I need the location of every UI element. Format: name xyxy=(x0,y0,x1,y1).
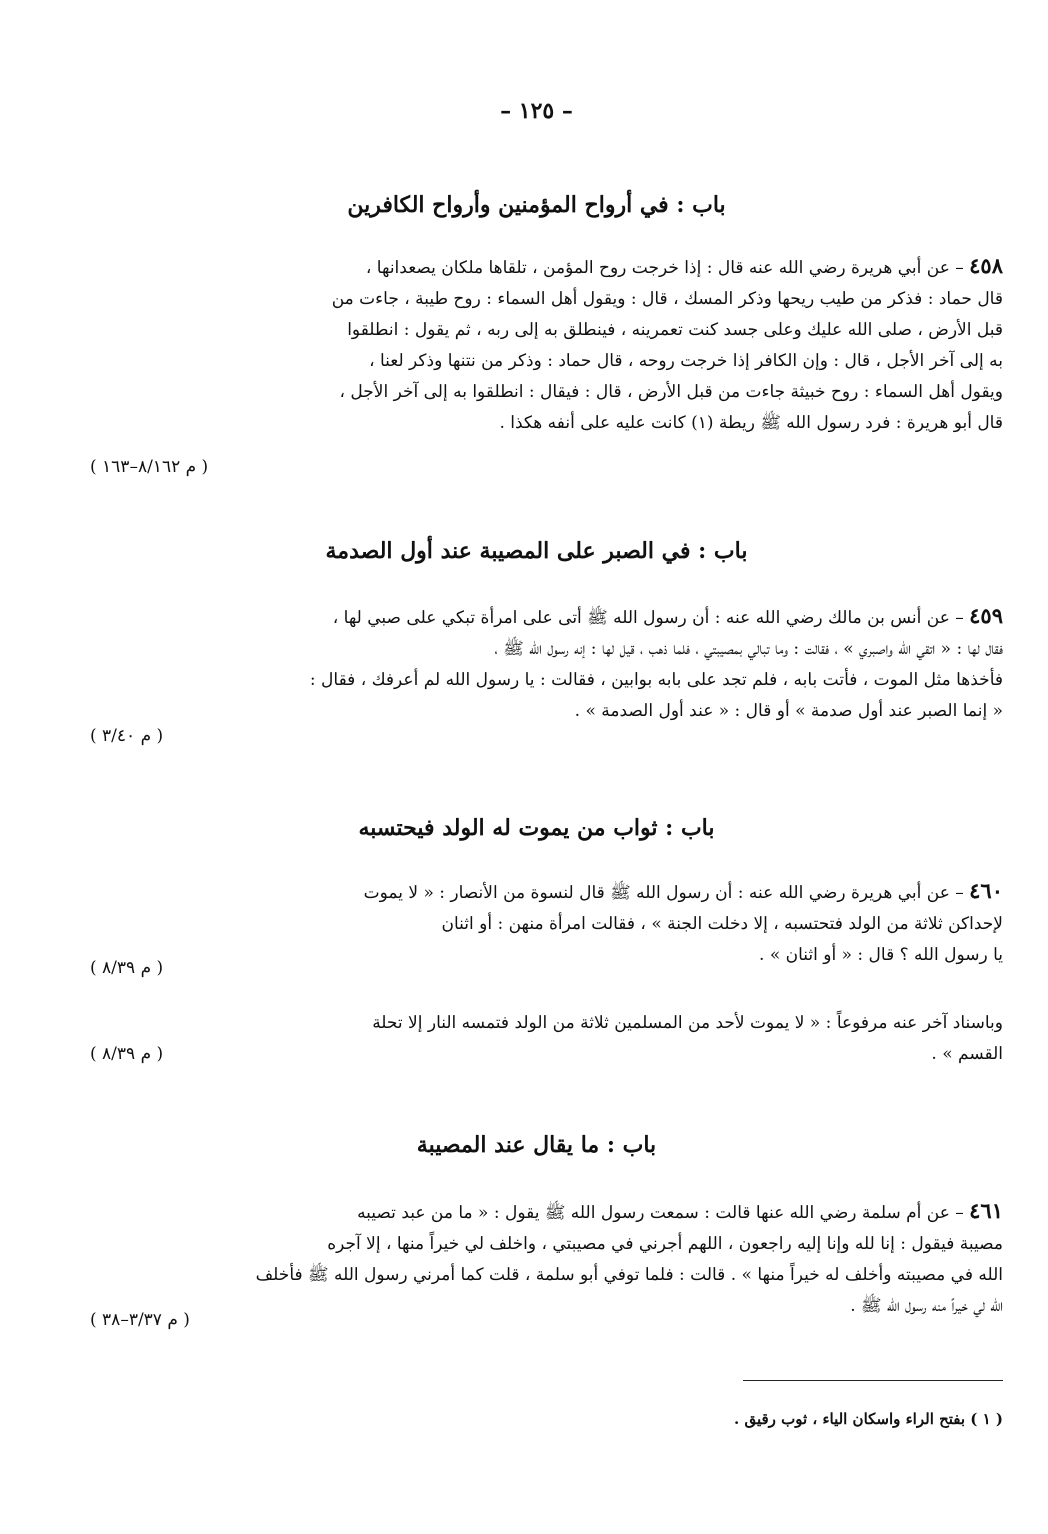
hadith-text xyxy=(70,600,1003,727)
hadith-line: به إلى آخر الأجل ، قال : وإن الكافر إذا خرجت روحه ، قال حماد : وذكر من نتنها وذكر لعنا ، xyxy=(369,351,1003,371)
chapter-heading: باب : في الصبر على المصيبة عند أول الصدمة xyxy=(325,538,748,564)
source-reference: ( م ٣/٣٧–٣٨ ) xyxy=(90,1310,190,1330)
source-reference: ( م ٨/٣٩ ) xyxy=(90,1044,164,1064)
page xyxy=(70,0,1003,1534)
hadith-text xyxy=(70,1195,1003,1322)
hadith-line: ويقول أهل السماء : روح خبيثة جاءت من قبل الأرض ، قال : فيقال : انطلقوا به إلى آخر الأجل ، xyxy=(339,382,1003,402)
hadith-line: ٤٦١ – عن أم سلمة رضي الله عنها قالت : سمعت رسول الله ﷺ يقول : « ما من عبد تصيبه xyxy=(357,1198,1003,1223)
hadith-line: ٤٥٩ – عن أنس بن مالك رضي الله عنه : أن رسول الله ﷺ أتى على امرأة تبكي على صبي لها ، xyxy=(332,603,1003,628)
hadith-line: فقال لها : « اتقي الله واصبري » ، فقالت : وما تبالي بمصيبتي ، فلما ذهب ، قيل لها : إنه رسول الله ﷺ ، xyxy=(494,639,1003,659)
source-reference: ( م ٣/٤٠ ) xyxy=(90,726,164,746)
hadith-number: ٤٦٠ xyxy=(969,878,1003,903)
footnote: ( ١ ) بفتح الراء واسكان الياء ، ثوب رقيق . xyxy=(734,1410,1003,1428)
hadith-text xyxy=(70,250,1003,439)
hadith-line: قال أبو هريرة : فرد رسول الله ﷺ ريطة (١) كانت عليه على أنفه هكذا . xyxy=(499,413,1003,433)
footnote-divider xyxy=(743,1380,1003,1381)
hadith-number: ٤٦١ xyxy=(969,1198,1003,1223)
page-number: – ١٢٥ – xyxy=(500,98,573,124)
hadith-line: وباسناد آخر عنه مرفوعاً : « لا يموت لأحد من المسلمين ثلاثة من الولد فتمسه النار إلا تحلة xyxy=(372,1013,1003,1033)
source-reference: ( م ٨/٣٩ ) xyxy=(90,958,164,978)
hadith-line: قبل الأرض ، صلى الله عليك وعلى جسد كنت تعمرينه ، فينطلق به إلى ربه ، ثم يقول : انطلقوا xyxy=(347,320,1003,340)
hadith-text xyxy=(70,875,1003,971)
source-reference: ( م ٨/١٦٢–١٦٣ ) xyxy=(90,457,209,477)
hadith-line: مصيبة فيقول : إنا لله وإنا إليه راجعون ، اللهم أجرني في مصيبتي ، واخلف لي خيراً منها ، إلا آجره xyxy=(327,1234,1003,1254)
hadith-text xyxy=(70,1008,1003,1070)
hadith-line: ٤٥٨ – عن أبي هريرة رضي الله عنه قال : إذا خرجت روح المؤمن ، تلقاها ملكان يصعدانها ، xyxy=(365,253,1003,278)
hadith-line: فأخذها مثل الموت ، فأتت بابه ، فلم تجد على بابه بوابين ، فقالت : يا رسول الله لم أعرفك ، فقال : xyxy=(309,670,1003,690)
chapter-heading: باب : ما يقال عند المصيبة xyxy=(416,1132,657,1158)
hadith-number: ٤٥٩ xyxy=(969,603,1003,628)
hadith-line: ٤٦٠ – عن أبي هريرة رضي الله عنه : أن رسول الله ﷺ قال لنسوة من الأنصار : « لا يموت xyxy=(363,878,1003,903)
hadith-number: ٤٥٨ xyxy=(969,253,1003,278)
hadith-line: يا رسول الله ؟ قال : « أو اثنان » . xyxy=(759,945,1003,965)
chapter-heading: باب : في أرواح المؤمنين وأرواح الكافرين xyxy=(347,192,726,218)
hadith-line: القسم » . xyxy=(931,1044,1003,1064)
hadith-line: لإحداكن ثلاثة من الولد فتحتسبه ، إلا دخلت الجنة » ، فقالت امرأة منهن : أو اثنان xyxy=(441,914,1003,934)
hadith-line: « إنما الصبر عند أول صدمة » أو قال : « عند أول الصدمة » . xyxy=(574,701,1003,721)
hadith-line: قال حماد : فذكر من طيب ريحها وذكر المسك ، قال : ويقول أهل السماء : روح طيبة ، جاءت من xyxy=(331,289,1003,309)
hadith-line: الله في مصيبته وأخلف له خيراً منها » . قالت : فلما توفي أبو سلمة ، قلت كما أمرني رسول الله ﷺ فأخلف xyxy=(255,1265,1003,1285)
chapter-heading: باب : ثواب من يموت له الولد فيحتسبه xyxy=(358,815,715,841)
hadith-line: الله لي خيراً منه رسول الله ﷺ . xyxy=(850,1296,1003,1316)
